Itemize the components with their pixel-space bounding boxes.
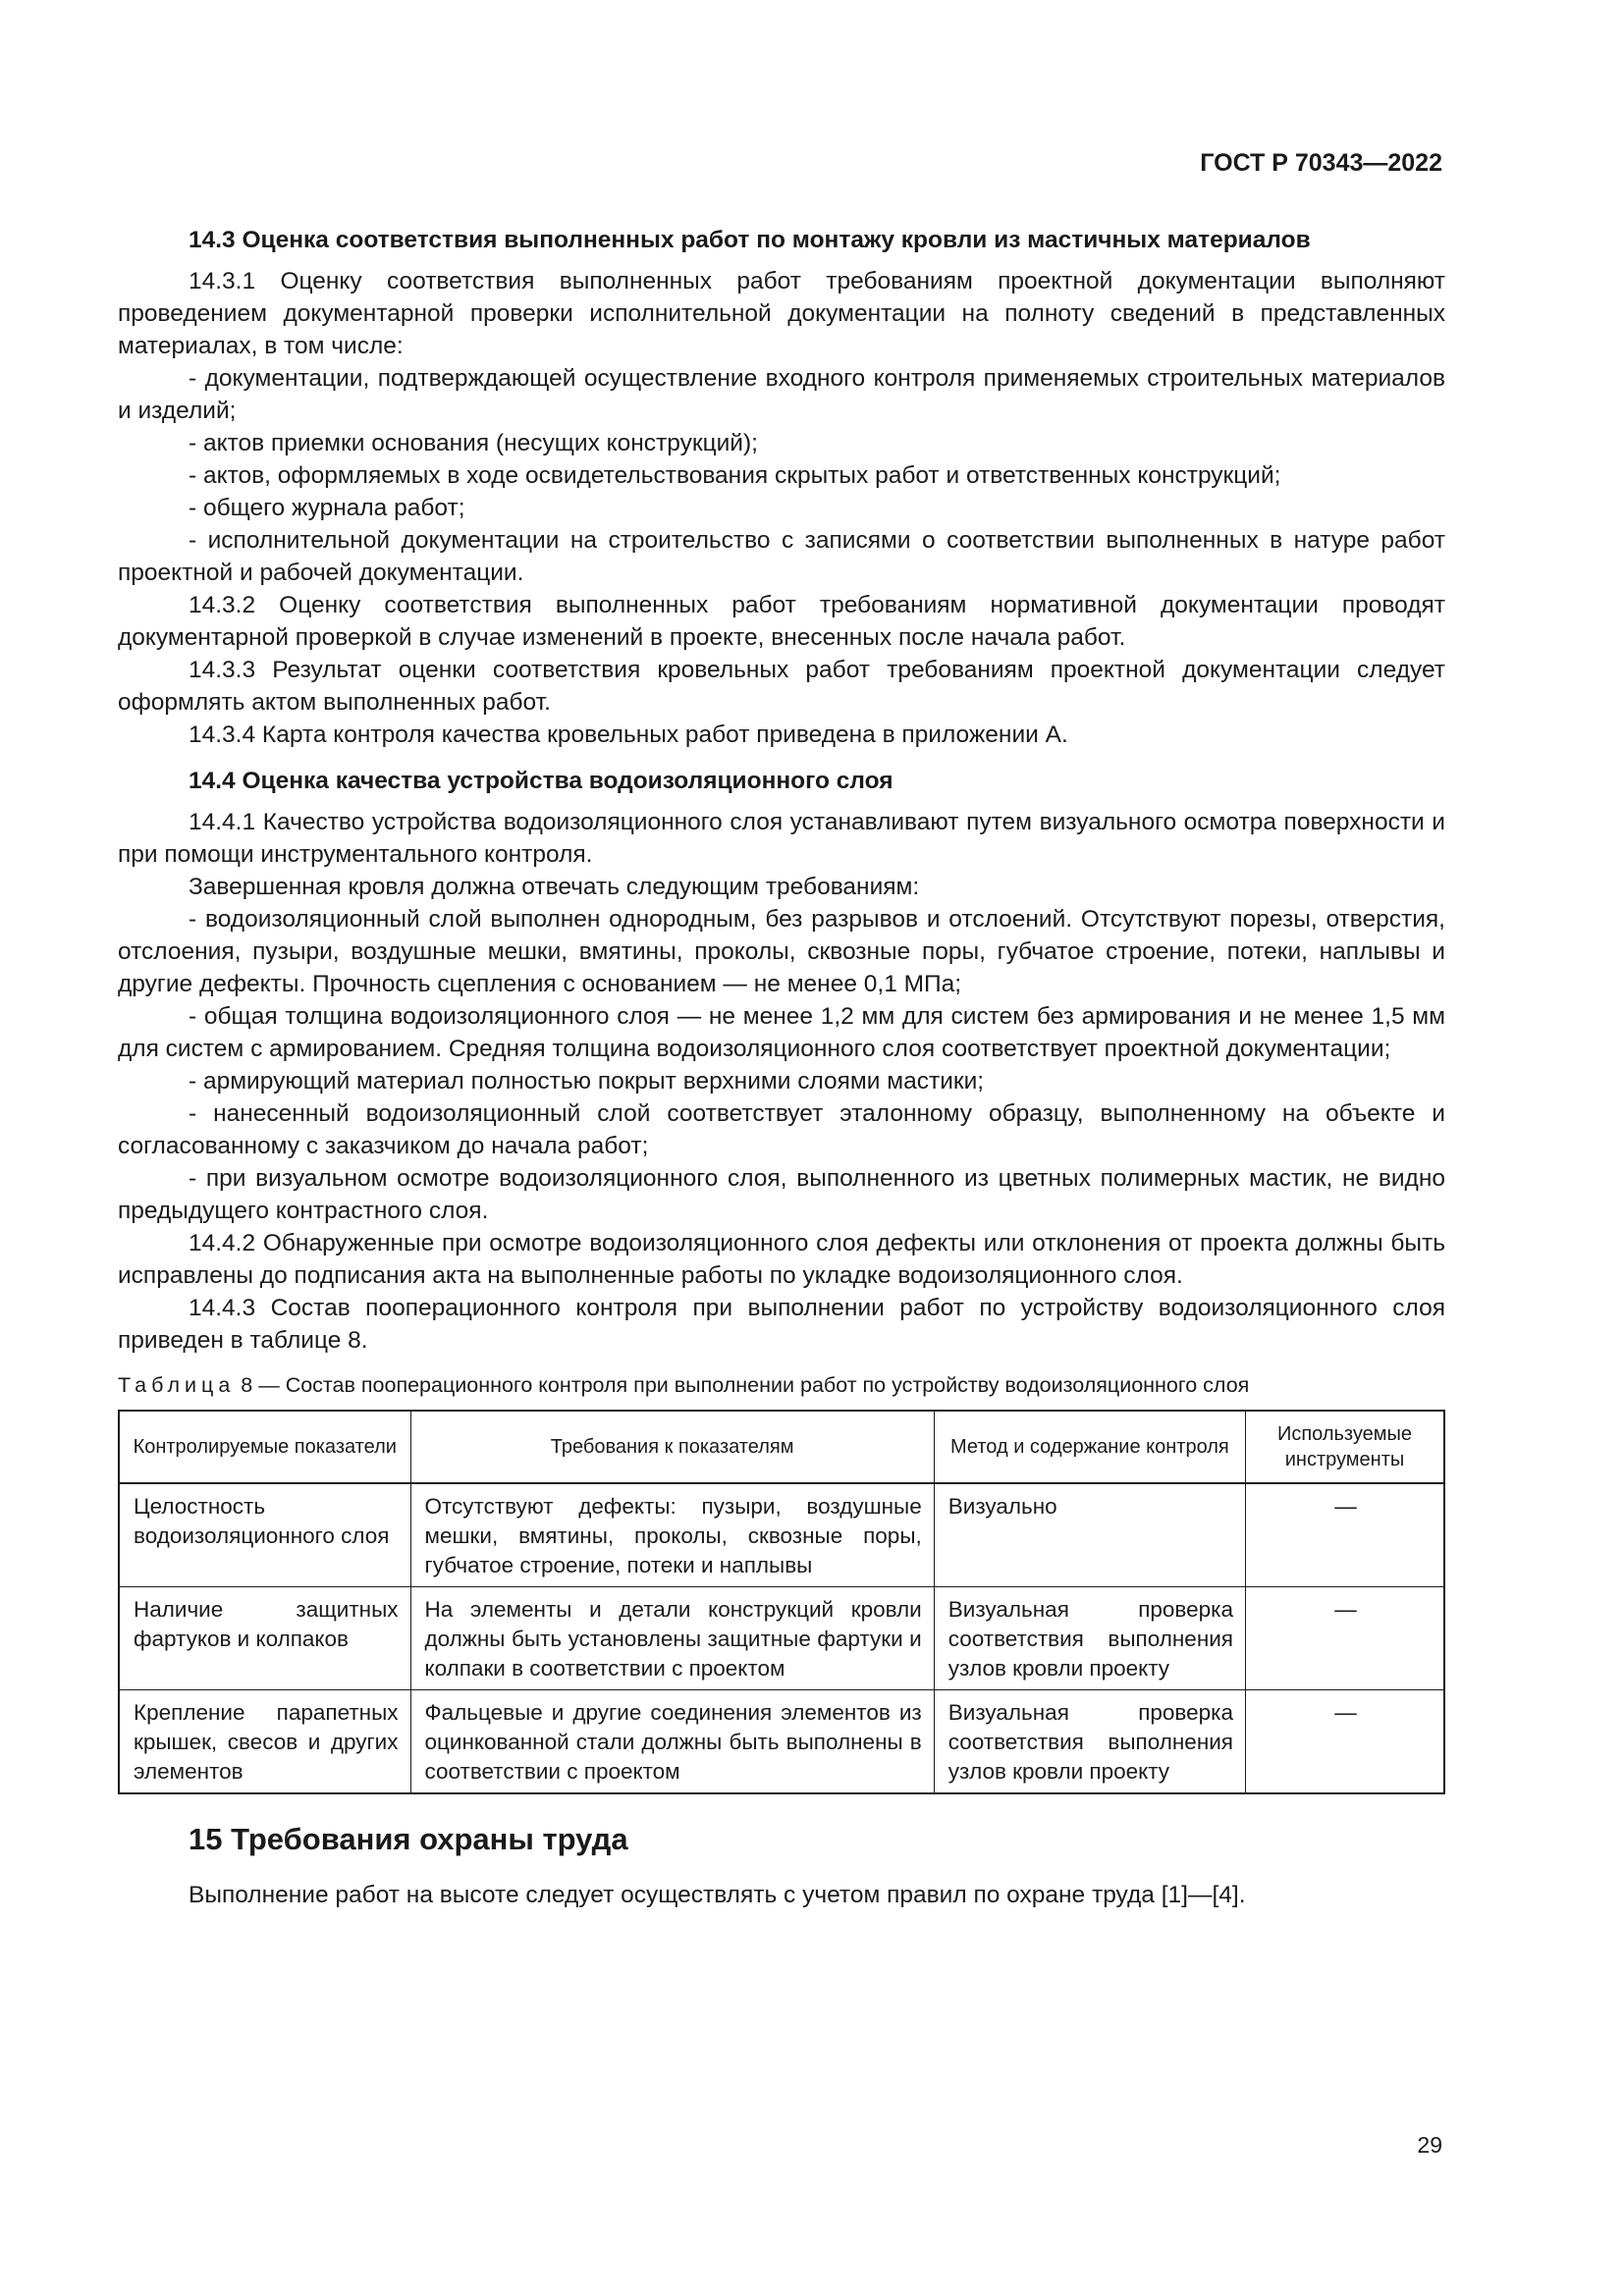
list-item: - исполнительной документации на строительство с записями о соответствии выполненных в натуре работ проектной и рабочей документации. [118,527,1445,586]
paragraph: 14.4.2 Обнаруженные при осмотре водоизоляционного слоя дефекты или отклонения от проекта должны быть исправлены до подписания акта на выполненные работы по укладке водоизоляционного слоя. [118,1230,1445,1289]
list-item: - актов, оформляемых в ходе освидетельствования скрытых работ и ответственных конструкций; [189,462,1281,489]
table-cell: Визуально [934,1483,1245,1587]
page-number: 29 [1417,2132,1442,2158]
paragraph: 14.3.1 Оценку соответствия выполненных работ требованиям проектной документации выполняют проведением документарной проверки исполнительной документации на полноту сведений в представленных материалах, в том числе: [118,268,1445,359]
list-item: - армирующий материал полностью покрыт верхними слоями мастики; [189,1068,985,1095]
paragraph: Завершенная кровля должна отвечать следующим требованиям: [189,874,920,900]
paragraph: 14.3.2 Оценку соответствия выполненных работ требованиям нормативной документации проводят документарной проверкой в случае изменений в проекте, внесенных после начала работ. [118,592,1445,651]
page-content [118,224,1445,1911]
table-row [119,1483,1444,1587]
table-caption [118,1370,1445,1400]
section-15-text: Выполнение работ на высоте следует осуществлять с учетом правил по охране труда [1]—[4]. [189,1882,1246,1908]
paragraph: 14.3.4 Карта контроля качества кровельных работ приведена в приложении А. [189,721,1068,748]
standard-number: ГОСТ Р 70343—2022 [1200,149,1442,177]
table-cell: Визуальная проверка соответствия выполнения узлов кровли проекту [934,1690,1245,1794]
list-item: - актов приемки основания (несущих конструкций); [189,430,758,456]
table-cell: Крепление парапетных крышек, свесов и других элементов [119,1690,410,1794]
table-caption-word: Таблица [118,1373,236,1397]
column-header: Используемые инструменты [1246,1411,1445,1483]
list-item: - общая толщина водоизоляционного слоя — не менее 1,2 мм для систем без армирования и не менее 1,5 мм для систем с армированием. Средняя толщина водоизоляционного слоя соответствует проектной документации; [118,1003,1445,1062]
table-cell: — [1246,1483,1445,1587]
paragraph: 14.3.3 Результат оценки соответствия кровельных работ требованиям проектной документации следует оформлять актом выполненных работ. [118,657,1445,716]
list-item: - общего журнала работ; [189,495,465,521]
column-header: Метод и содержание контроля [934,1411,1245,1483]
table-cell: — [1246,1690,1445,1794]
paragraph: 14.4.1 Качество устройства водоизоляционного слоя устанавливают путем визуального осмотра поверхности и при помощи инструментального контроля. [118,809,1445,868]
table-cell: — [1246,1587,1445,1690]
table-row [119,1690,1444,1794]
list-item: - водоизоляционный слой выполнен однородным, без разрывов и отслоений. Отсутствуют порезы, отверстия, отслоения, пузыри, воздушные мешки, вмятины, проколы, сквозные поры, губчатое строение, потеки, наплывы и другие дефекты. Прочность сцепления с основанием — не менее 0,1 МПа; [118,906,1445,997]
section-14-4-heading: 14.4 Оценка качества устройства водоизоляционного слоя [189,768,893,794]
paragraph: 14.4.3 Состав пооперационного контроля при выполнении работ по устройству водоизоляционного слоя приведен в таблице 8. [118,1295,1445,1354]
table-cell: Отсутствуют дефекты: пузыри, воздушные мешки, вмятины, проколы, сквозные поры, губчатое строение, потеки и наплывы [410,1483,934,1587]
table-cell: Целостность водоизоляционного слоя [119,1483,410,1587]
table-cell: Фальцевые и другие соединения элементов из оцинкованной стали должны быть выполнены в соответствии с проектом [410,1690,934,1794]
table-cell: Визуальная проверка соответствия выполнения узлов кровли проекту [934,1587,1245,1690]
list-item: - нанесенный водоизоляционный слой соответствует эталонному образцу, выполненному на объекте и согласованному с заказчиком до начала работ; [118,1100,1445,1159]
control-table [118,1410,1445,1794]
section-15-heading: 15 Требования охраны труда [189,1822,628,1856]
column-header: Контролируемые показатели [119,1411,410,1483]
list-item: - при визуальном осмотре водоизоляционного слоя, выполненного из цветных полимерных мастик, не видно предыдущего контрастного слоя. [118,1165,1445,1224]
section-14-3-heading: 14.3 Оценка соответствия выполненных работ по монтажу кровли из мастичных материалов [189,227,1311,253]
table-header-row [119,1411,1444,1483]
table-cell: На элементы и детали конструкций кровли должны быть установлены защитные фартуки и колпаки в соответствии с проектом [410,1587,934,1690]
table-row [119,1587,1444,1690]
table-caption-text: 8 — Состав пооперационного контроля при выполнении работ по устройству водоизоляционного слоя [241,1373,1250,1397]
column-header: Требования к показателям [410,1411,934,1483]
table-cell: Наличие защитных фартуков и колпаков [119,1587,410,1690]
list-item: - документации, подтверждающей осуществление входного контроля применяемых строительных материалов и изделий; [118,365,1445,424]
